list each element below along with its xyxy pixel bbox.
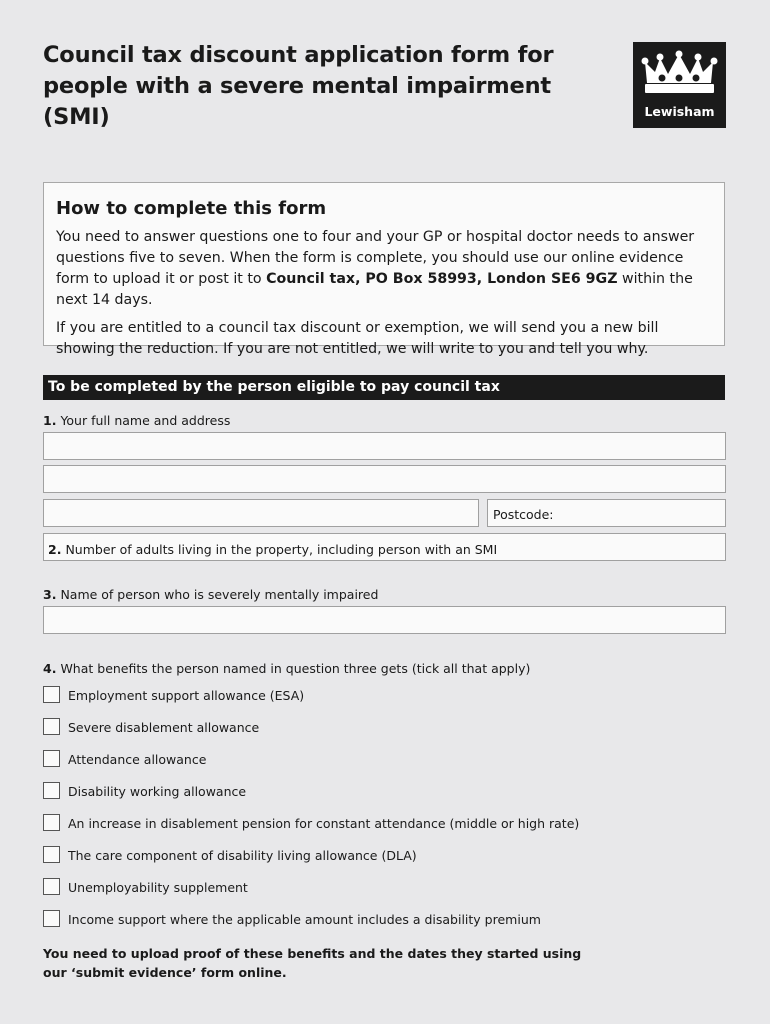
question-1-label: 1. Your full name and address — [43, 413, 231, 428]
name-address-field-1[interactable] — [43, 432, 726, 460]
benefit-option-severe-disablement[interactable] — [43, 715, 733, 747]
title-line-2: people with a severe mental impairment (SMI) — [43, 73, 551, 130]
title-line-1: Council tax discount application form for — [43, 42, 554, 68]
benefit-label: The care component of disability living allowance (DLA) — [68, 848, 417, 863]
howto-paragraph-1: You need to answer questions one to four and your GP or hospital doctor needs to answer questions five to seven. When the form is complete, you should use our online evidence form to upload it or post it to Council tax, PO Box 58993, London SE6 9GZ within the next 14 days. — [56, 229, 695, 308]
benefit-label: Attendance allowance — [68, 752, 207, 767]
benefit-label: Disability working allowance — [68, 784, 247, 799]
how-to-complete-box — [43, 182, 725, 357]
benefit-option-unemployability[interactable] — [43, 875, 733, 907]
benefit-label: Employment support allowance (ESA) — [68, 688, 305, 703]
postal-address: Council tax, PO Box 58993, London SE6 9GZ — [266, 271, 618, 287]
benefits-checklist — [43, 683, 733, 939]
lewisham-logo — [633, 42, 726, 128]
page-title — [43, 40, 603, 133]
checkbox[interactable] — [43, 910, 60, 927]
benefit-label: Income support where the applicable amount includes a disability premium — [68, 912, 541, 927]
benefit-option-esa[interactable] — [43, 683, 733, 715]
benefit-label: An increase in disablement pension for constant attendance (middle or high rate) — [68, 816, 580, 831]
postcode-field[interactable] — [487, 499, 726, 527]
logo-text: Lewisham — [644, 104, 715, 119]
name-address-field-3[interactable] — [43, 499, 479, 527]
benefit-option-disability-working[interactable] — [43, 779, 733, 811]
section-header: To be completed by the person eligible to pay council tax — [43, 375, 725, 400]
adults-count-field[interactable] — [43, 533, 726, 561]
checkbox[interactable] — [43, 878, 60, 895]
checkbox[interactable] — [43, 686, 60, 703]
checkbox[interactable] — [43, 718, 60, 735]
question-3-label: 3. Name of person who is severely mentally impaired — [43, 587, 379, 602]
postcode-label: Postcode: — [493, 507, 554, 522]
checkbox[interactable] — [43, 750, 60, 767]
impaired-person-name-field[interactable] — [43, 606, 726, 634]
checkbox[interactable] — [43, 846, 60, 863]
upload-proof-note: You need to upload proof of these benefits and the dates they started using our ‘submit evidence’ form online. — [43, 946, 582, 980]
benefit-label: Unemployability supplement — [68, 880, 248, 895]
checkbox[interactable] — [43, 814, 60, 831]
benefit-label: Severe disablement allowance — [68, 720, 260, 735]
benefit-option-dla-care[interactable] — [43, 843, 733, 875]
question-4-label: 4. What benefits the person named in question three gets (tick all that apply) — [43, 661, 531, 676]
benefit-option-income-support[interactable] — [43, 907, 733, 939]
benefit-option-attendance[interactable] — [43, 747, 733, 779]
howto-heading: How to complete this form — [56, 198, 327, 219]
checkbox[interactable] — [43, 782, 60, 799]
benefit-option-disablement-pension[interactable] — [43, 811, 733, 843]
crown-icon — [641, 50, 718, 100]
question-2-label: 2. Number of adults living in the property, including person with an SMI — [48, 542, 498, 557]
name-address-field-2[interactable] — [43, 465, 726, 493]
howto-paragraph-2: If you are entitled to a council tax discount or exemption, we will send you a new bill showing the reduction. If you are not entitled, we will write to you and tell you why. — [56, 320, 659, 357]
